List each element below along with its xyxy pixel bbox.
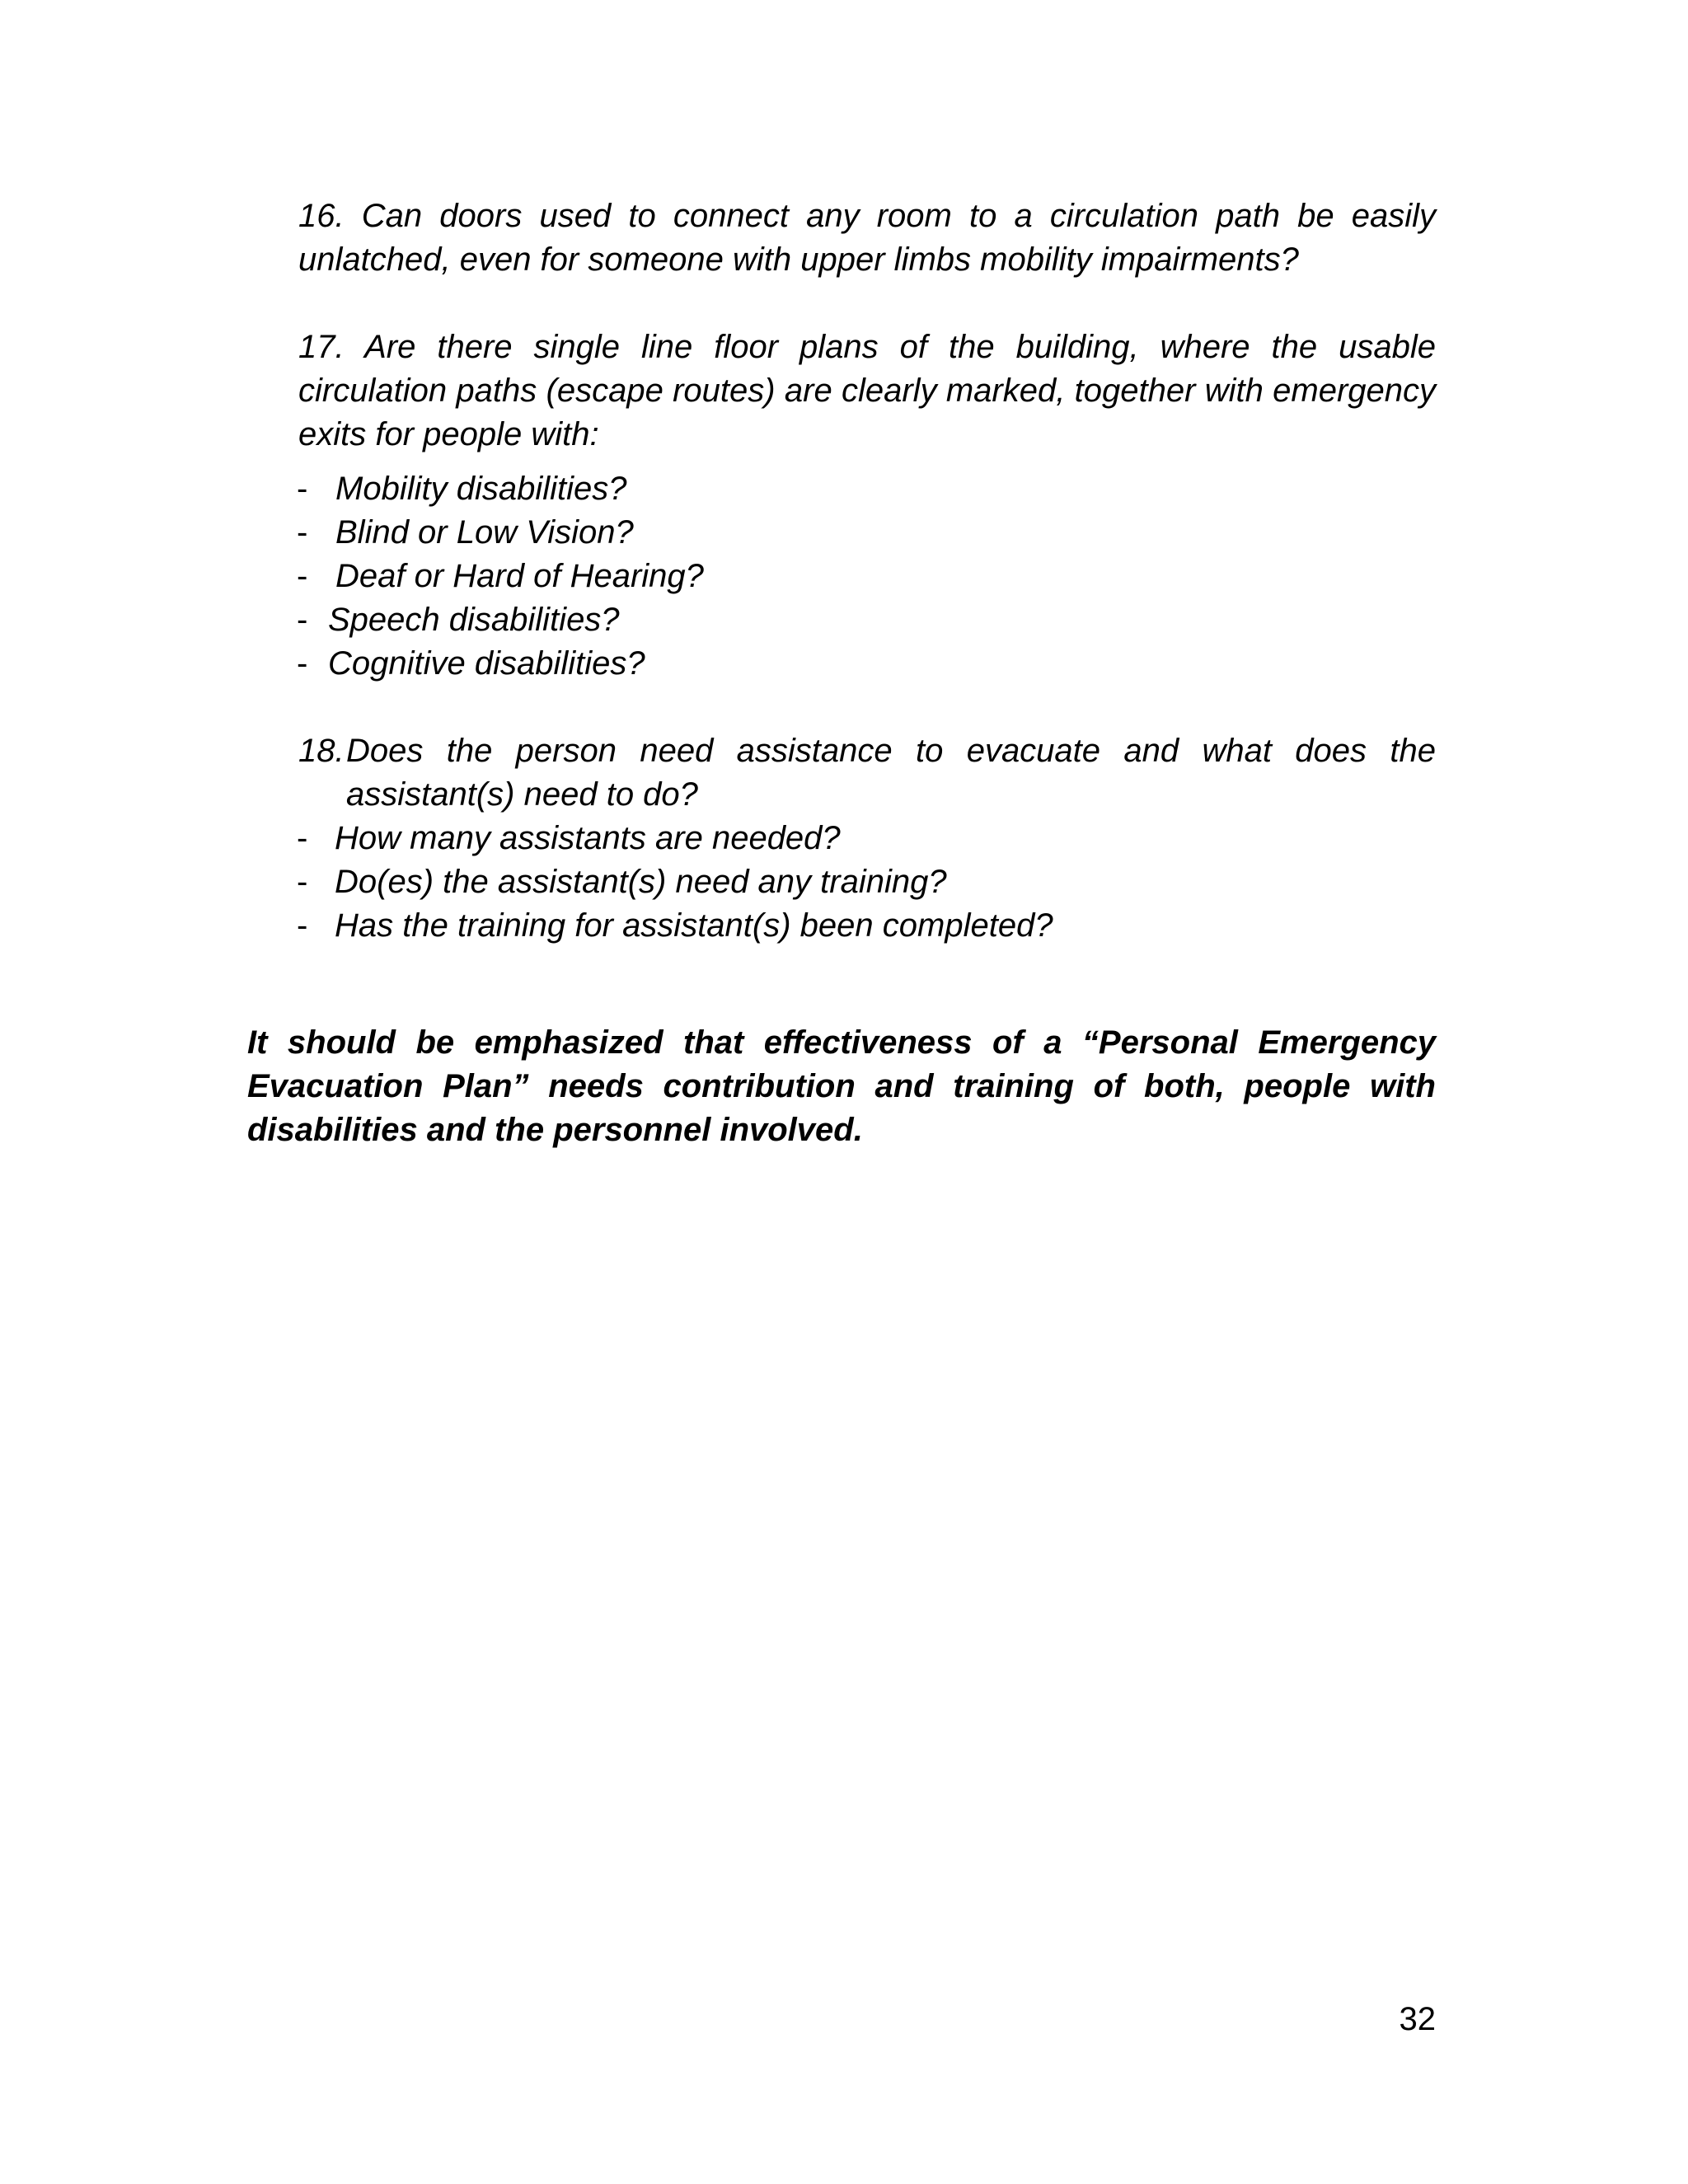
list-item [297,860,1434,904]
list-item [297,598,1434,642]
list-dash: - [297,514,308,551]
list-dash: - [297,558,308,594]
list-dash: - [297,471,308,507]
list-dash: - [297,820,308,856]
question-18-number: 18. [298,733,345,769]
list-item-text: Speech disabilities? [328,602,620,638]
list-item [297,642,1434,686]
list-item [297,555,1434,598]
question-16: 16. Can doors used to connect any room to a circulation path be easily unlatched, even for someone with upper limbs mobility impairments? [298,198,1436,278]
question-17-list [297,467,1434,686]
list-item-text: Blind or Low Vision? [335,514,634,551]
list-item-text: Do(es) the assistant(s) need any training? [335,864,947,900]
question-18-list [297,817,1434,948]
list-item [297,904,1434,948]
list-item-text: Has the training for assistant(s) been completed? [335,907,1053,944]
list-dash: - [297,602,308,638]
list-item [297,467,1434,511]
page-number: 32 [1399,2001,1436,2037]
emphasis-note: It should be emphasized that effectiveness of a “Personal Emergency Evacuation Plan” needs contribution and training of both, people with disabilities and the personnel involved. [247,1024,1436,1148]
list-item-text: Mobility disabilities? [335,471,627,507]
list-dash: - [297,645,308,682]
list-item-text: Cognitive disabilities? [328,645,645,682]
question-18 [298,729,1436,817]
list-dash: - [297,864,308,900]
list-item-text: How many assistants are needed? [335,820,841,856]
list-dash: - [297,907,308,944]
list-item [297,817,1434,860]
list-item-text: Deaf or Hard of Hearing? [335,558,704,594]
list-item [297,511,1434,555]
question-18-text: Does the person need assistance to evacuate and what does the assistant(s) need to do? [346,733,1436,813]
question-17: 17. Are there single line floor plans of the building, where the usable circulation paths (escape routes) are clearly marked, together with emergency exits for people with: [298,329,1436,452]
